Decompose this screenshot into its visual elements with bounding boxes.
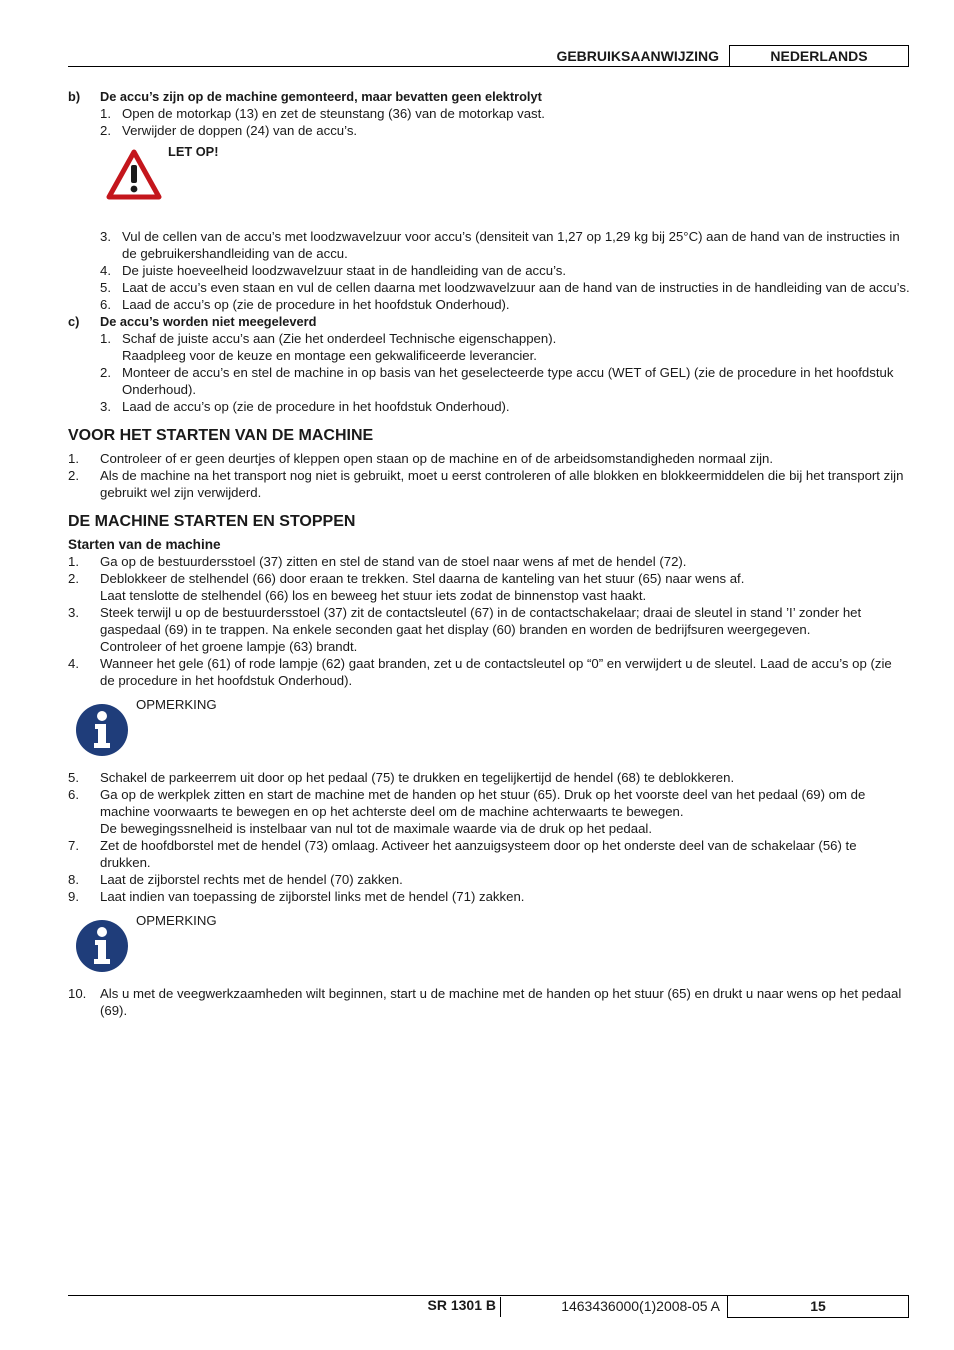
list-item: 3. Laad de accu’s op (zie de procedure in het hoofdstuk Onderhoud). xyxy=(100,399,510,414)
list-item: 3. Vul de cellen van de accu’s met loodzwavelzuur voor accu’s (densiteit van 1,27 op 1,29 kg bij 25°C) aan de hand van de instructies in de gebruikershandleiding van de accu. xyxy=(100,229,900,261)
model-name: SR 1301 B xyxy=(427,1297,496,1313)
page-content xyxy=(68,88,910,1019)
list-item: 1. Ga op de bestuurdersstoel (37) zitten en stel de stand van de stoel naar wens af met de hendel (72). xyxy=(68,554,687,569)
subsection-c-heading: c) De accu’s worden niet meegeleverd xyxy=(68,314,317,329)
page-number: 15 xyxy=(727,1295,909,1318)
list-item: 6. Ga op de werkplek zitten en start de machine met de handen op het stuur (65). Druk op het voorste deel van het pedaal (69) om de machine voorwaarts te bewegen en op het achterste deel om de machine achterwaarts te bewegen. De bewegingssnelheid is instelbaar van nul tot de maximale waarde via de druk op het pedaal. xyxy=(68,787,866,836)
list-item: 4. Wanneer het gele (61) of rode lampje (62) gaat branden, zet u de contactsleutel op “0” en verwijdert u de sleutel. Laad de accu’s op (zie de procedure in het hoofdstuk Onderhoud). xyxy=(68,656,892,688)
section-heading-starten-en-stoppen: DE MACHINE STARTEN EN STOPPEN xyxy=(68,513,356,530)
list-item: 9. Laat indien van toepassing de zijborstel links met de hendel (71) zakken. xyxy=(68,889,525,904)
list-item: 10. Als u met de veegwerkzaamheden wilt beginnen, start u de machine met de handen op het stuur (65) en drukt u naar wens op het pedaal (69). xyxy=(68,986,902,1018)
info-icon xyxy=(75,703,129,757)
info-icon xyxy=(75,919,129,973)
list-item: 2. Verwijder de doppen (24) van de accu’s. xyxy=(100,123,358,138)
document-code: 1463436000(1)2008-05 A xyxy=(561,1298,720,1314)
warning-label: LET OP! xyxy=(168,144,219,159)
warning-triangle-icon xyxy=(106,149,162,201)
list-item: 1. Schaf de juiste accu’s aan (Zie het onderdeel Technische eigenschappen). Raadpleeg voor de keuze en montage een gekwalificeerde leverancier. xyxy=(100,331,557,363)
list-item: 5. Schakel de parkeerrem uit door op het pedaal (75) te drukken en tegelijkertijd de hendel (68) te deblokkeren. xyxy=(68,770,735,785)
subheading-starten: Starten van de machine xyxy=(68,537,221,552)
list-item: 5. Laat de accu’s even staan en vul de cellen daarna met loodzwavelzuur aan de hand van de instructies in de handleiding van de accu’s. xyxy=(100,280,910,295)
list-item: 1. Open de motorkap (13) en zet de steunstang (36) van de motorkap vast. xyxy=(100,106,545,121)
note-callout xyxy=(68,910,910,980)
note-label: OPMERKING xyxy=(136,913,217,928)
list-item: 4. De juiste hoeveelheid loodzwavelzuur staat in de handleiding van de accu’s. xyxy=(100,263,567,278)
section-heading-voor-het-starten: VOOR HET STARTEN VAN DE MACHINE xyxy=(68,427,374,444)
subsection-b-heading: b) De accu’s zijn op de machine gemonteerd, maar bevatten geen elektrolyt xyxy=(68,89,542,104)
list-item: 6. Laad de accu’s op (zie de procedure in het hoofdstuk Onderhoud). xyxy=(100,297,510,312)
list-item: 2. Deblokkeer de stelhendel (66) door eraan te trekken. Stel daarna de kanteling van het stuur (65) naar wens af. Laat tenslotte de stelhendel (66) los en beweeg het stuur iets zodat de binnenstop vast haakt. xyxy=(68,571,745,603)
language-box: NEDERLANDS xyxy=(729,45,909,66)
list-item: 8. Laat de zijborstel rechts met de hendel (70) zakken. xyxy=(68,872,403,887)
note-label: OPMERKING xyxy=(136,697,217,712)
list-item: 2. Monteer de accu’s en stel de machine in op basis van het geselecteerde type accu (WET of GEL) (zie de procedure in het hoofdstuk Onderhoud). xyxy=(100,365,894,397)
warning-callout xyxy=(68,141,910,213)
list-item: 2. Als de machine na het transport nog niet is gebruikt, moet u eerst controleren of alle blokken en blokkeermiddelen die bij het transport zijn gebruikt wel zijn verwijderd. xyxy=(68,468,904,500)
note-callout xyxy=(68,694,910,764)
list-item: 1. Controleer of er geen deurtjes of kleppen open staan op de machine en of de arbeidsomstandigheden normaal zijn. xyxy=(68,451,774,466)
footer-divider xyxy=(500,1297,501,1317)
manual-title: GEBRUIKSAANWIJZING xyxy=(556,48,719,64)
list-item: 3. Steek terwijl u op de bestuurdersstoel (37) zit de contactsleutel (67) in de contactschakelaar; draai de sleutel in stand ’I’ zonder het gaspedaal (69) in te trappen. Na enkele seconden gaat het display (60) branden en worden de bedrijfsuren weergegeven. Controleer of het groene lampje (63) brandt. xyxy=(68,605,862,654)
page-footer xyxy=(68,1295,909,1319)
list-item: 7. Zet de hoofdborstel met de hendel (73) omlaag. Activeer het aanzuigsysteem door op het onderste deel van de schakelaar (56) te drukken. xyxy=(68,838,857,870)
page-header xyxy=(68,45,909,67)
header-rule xyxy=(68,66,909,67)
